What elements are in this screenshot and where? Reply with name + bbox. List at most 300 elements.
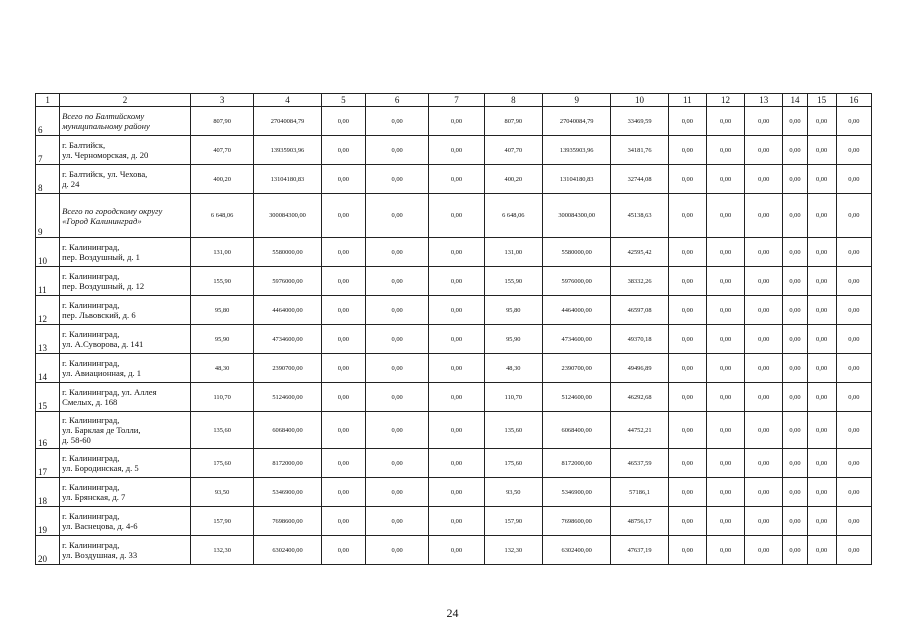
row-name: [60, 354, 191, 383]
row-name-line: г. Калининград, ул. Аллея: [62, 387, 157, 397]
table-cell: 0,00: [836, 238, 871, 267]
table-cell: 0,00: [706, 165, 744, 194]
table-cell: 0,00: [321, 136, 365, 165]
table-cell: 0,00: [429, 449, 484, 478]
table-cell: 0,00: [429, 536, 484, 565]
table-cell: 49496,89: [611, 354, 668, 383]
row-name-line: г. Калининград,: [62, 329, 120, 339]
row-number: 13: [36, 325, 60, 354]
table-cell: 0,00: [668, 238, 706, 267]
table-cell: 0,00: [668, 354, 706, 383]
table-cell: 13104180,83: [542, 165, 610, 194]
table-cell: 0,00: [745, 383, 783, 412]
table-row: [36, 536, 872, 565]
table-cell: 0,00: [706, 478, 744, 507]
table-cell: 8172000,00: [254, 449, 321, 478]
table-cell: 0,00: [783, 536, 807, 565]
table-cell: 0,00: [706, 267, 744, 296]
row-name: [60, 165, 191, 194]
table-cell: 0,00: [745, 296, 783, 325]
row-name-line: г. Калининград,: [62, 242, 120, 252]
table-cell: 42595,42: [611, 238, 668, 267]
table-cell: 0,00: [836, 107, 871, 136]
table-cell: 0,00: [783, 107, 807, 136]
table-cell: 5580000,00: [254, 238, 321, 267]
table-cell: 0,00: [706, 507, 744, 536]
row-name: [60, 478, 191, 507]
row-name-line: г. Балтийск,: [62, 140, 106, 150]
table-cell: 132,30: [190, 536, 253, 565]
table-cell: 157,90: [484, 507, 542, 536]
table-cell: 0,00: [706, 536, 744, 565]
row-name: [60, 136, 191, 165]
page-number: 24: [446, 606, 459, 620]
row-name-line: ул. Барклая де Толли,: [62, 425, 141, 435]
table-cell: 0,00: [783, 267, 807, 296]
column-header: 11: [668, 94, 706, 107]
table-cell: 33469,59: [611, 107, 668, 136]
table-cell: 0,00: [807, 412, 836, 449]
table-cell: 5976000,00: [542, 267, 610, 296]
table-cell: 0,00: [783, 194, 807, 238]
table-cell: 0,00: [365, 238, 428, 267]
table-cell: 0,00: [668, 507, 706, 536]
table-cell: 0,00: [745, 507, 783, 536]
table-cell: 0,00: [807, 449, 836, 478]
row-name-line: Всего по Балтийскому: [62, 111, 145, 121]
table-cell: 0,00: [365, 383, 428, 412]
table-cell: 0,00: [783, 507, 807, 536]
table-cell: 0,00: [745, 267, 783, 296]
table-cell: 0,00: [783, 238, 807, 267]
table-cell: 0,00: [429, 325, 484, 354]
table-row: [36, 238, 872, 267]
table-cell: 2390700,00: [542, 354, 610, 383]
table-cell: 0,00: [365, 325, 428, 354]
table-cell: 407,70: [484, 136, 542, 165]
row-name: [60, 536, 191, 565]
table-cell: 4734600,00: [542, 325, 610, 354]
row-name: [60, 107, 191, 136]
table-cell: 5124600,00: [254, 383, 321, 412]
row-name: [60, 412, 191, 449]
table-cell: 0,00: [783, 383, 807, 412]
row-number: 16: [36, 412, 60, 449]
row-number: 17: [36, 449, 60, 478]
table-cell: 0,00: [668, 412, 706, 449]
table-cell: 0,00: [365, 296, 428, 325]
row-number: 15: [36, 383, 60, 412]
row-name: [60, 325, 191, 354]
row-name: [60, 383, 191, 412]
table-cell: 807,90: [190, 107, 253, 136]
table-cell: 0,00: [321, 325, 365, 354]
table-row: [36, 296, 872, 325]
table-cell: 0,00: [836, 478, 871, 507]
table-cell: 0,00: [429, 296, 484, 325]
table-cell: 93,50: [484, 478, 542, 507]
table-cell: 0,00: [745, 136, 783, 165]
table-cell: 155,90: [190, 267, 253, 296]
row-number: 14: [36, 354, 60, 383]
table-row: [36, 107, 872, 136]
table-cell: 0,00: [429, 136, 484, 165]
table-cell: 0,00: [745, 478, 783, 507]
row-name-line: г. Калининград,: [62, 300, 120, 310]
row-number: 12: [36, 296, 60, 325]
table-cell: 0,00: [745, 354, 783, 383]
table-cell: 48,30: [484, 354, 542, 383]
table-cell: 0,00: [706, 325, 744, 354]
row-name: [60, 194, 191, 238]
table-cell: 300084300,00: [254, 194, 321, 238]
table-cell: 0,00: [807, 325, 836, 354]
table-cell: 0,00: [706, 194, 744, 238]
table-cell: 0,00: [321, 165, 365, 194]
table-cell: 0,00: [706, 354, 744, 383]
row-name-line: г. Калининград,: [62, 540, 120, 550]
table-cell: 5124600,00: [542, 383, 610, 412]
table-cell: 0,00: [745, 238, 783, 267]
table-row: [36, 165, 872, 194]
table-cell: 48756,17: [611, 507, 668, 536]
table-cell: 0,00: [365, 536, 428, 565]
table-cell: 0,00: [321, 296, 365, 325]
row-name-line: ул. А.Суворова, д. 141: [62, 339, 144, 349]
table-cell: 0,00: [365, 478, 428, 507]
row-name: [60, 507, 191, 536]
row-name-line: д. 24: [62, 179, 80, 189]
column-header: 12: [706, 94, 744, 107]
table-row: [36, 354, 872, 383]
table-cell: 0,00: [321, 267, 365, 296]
table-cell: 0,00: [836, 165, 871, 194]
table-cell: 45138,63: [611, 194, 668, 238]
table-cell: 8172000,00: [542, 449, 610, 478]
table-cell: 0,00: [321, 478, 365, 507]
table-cell: 400,20: [484, 165, 542, 194]
table-cell: 13935903,96: [254, 136, 321, 165]
table-cell: 6302400,00: [542, 536, 610, 565]
table-cell: 5346900,00: [542, 478, 610, 507]
row-number: 9: [36, 194, 60, 238]
row-name-line: ул. Воздушная, д. 33: [62, 550, 138, 560]
table-cell: 0,00: [668, 194, 706, 238]
table-cell: 0,00: [321, 449, 365, 478]
row-number: 6: [36, 107, 60, 136]
table-cell: 407,70: [190, 136, 253, 165]
table-cell: 0,00: [807, 107, 836, 136]
table-cell: 132,30: [484, 536, 542, 565]
table-cell: 95,90: [190, 325, 253, 354]
table-cell: 6 648,06: [484, 194, 542, 238]
table-cell: 46537,59: [611, 449, 668, 478]
row-name-line: г. Балтийск, ул. Чехова,: [62, 169, 148, 179]
row-name-line: г. Калининград,: [62, 358, 120, 368]
table-cell: 5976000,00: [254, 267, 321, 296]
table-cell: 0,00: [365, 165, 428, 194]
row-name-line: пер. Львовский, д. 6: [62, 310, 136, 320]
table-cell: 0,00: [706, 296, 744, 325]
table-cell: 0,00: [706, 412, 744, 449]
table-cell: 0,00: [321, 507, 365, 536]
table-cell: 0,00: [365, 449, 428, 478]
table-cell: 44752,21: [611, 412, 668, 449]
table-cell: 0,00: [429, 412, 484, 449]
row-name-line: г. Калининград,: [62, 415, 120, 425]
table-cell: 0,00: [745, 412, 783, 449]
row-name-line: ул. Черноморская, д. 20: [62, 150, 149, 160]
row-name-line: г. Калининград,: [62, 453, 120, 463]
row-name-line: пер. Воздушный, д. 1: [62, 252, 140, 262]
table-cell: 95,80: [190, 296, 253, 325]
table-cell: 175,60: [484, 449, 542, 478]
row-name: [60, 296, 191, 325]
data-table: [35, 93, 872, 565]
table-row: [36, 412, 872, 449]
table-cell: 0,00: [783, 296, 807, 325]
table-cell: 155,90: [484, 267, 542, 296]
table-cell: 0,00: [807, 354, 836, 383]
table-cell: 0,00: [783, 412, 807, 449]
table-cell: 0,00: [836, 267, 871, 296]
row-name-line: Смелых, д. 168: [62, 397, 118, 407]
table-cell: 0,00: [745, 449, 783, 478]
table-cell: 0,00: [429, 194, 484, 238]
table-cell: 0,00: [321, 354, 365, 383]
table-cell: 38332,26: [611, 267, 668, 296]
table-cell: 0,00: [429, 507, 484, 536]
table-cell: 93,50: [190, 478, 253, 507]
table-cell: 0,00: [365, 267, 428, 296]
table-cell: 0,00: [429, 238, 484, 267]
table-cell: 0,00: [836, 412, 871, 449]
table-cell: 0,00: [836, 325, 871, 354]
table-row: [36, 478, 872, 507]
table-cell: 7698600,00: [254, 507, 321, 536]
table-cell: 0,00: [807, 238, 836, 267]
table-cell: 0,00: [783, 136, 807, 165]
table-cell: 807,90: [484, 107, 542, 136]
table-cell: 0,00: [836, 136, 871, 165]
table-cell: 6068400,00: [254, 412, 321, 449]
table-cell: 0,00: [321, 536, 365, 565]
table-cell: 0,00: [321, 194, 365, 238]
row-number: 11: [36, 267, 60, 296]
row-number: 20: [36, 536, 60, 565]
column-header: 2: [60, 94, 191, 107]
table-cell: 0,00: [706, 238, 744, 267]
table-row: [36, 507, 872, 536]
table-cell: 0,00: [807, 383, 836, 412]
table-cell: 0,00: [706, 449, 744, 478]
table-cell: 400,20: [190, 165, 253, 194]
column-header: 13: [745, 94, 783, 107]
table-row: [36, 267, 872, 296]
table-cell: 110,70: [484, 383, 542, 412]
table-cell: 57186,1: [611, 478, 668, 507]
table-cell: 0,00: [706, 136, 744, 165]
table-cell: 0,00: [429, 267, 484, 296]
table-cell: 0,00: [836, 449, 871, 478]
row-number: 8: [36, 165, 60, 194]
table-cell: 95,90: [484, 325, 542, 354]
table-cell: 4734600,00: [254, 325, 321, 354]
table-cell: 0,00: [668, 136, 706, 165]
table-cell: 34181,76: [611, 136, 668, 165]
table-cell: 48,30: [190, 354, 253, 383]
column-header: 14: [783, 94, 807, 107]
column-header: 9: [542, 94, 610, 107]
table-row: [36, 383, 872, 412]
table-cell: 0,00: [807, 507, 836, 536]
table-row: [36, 136, 872, 165]
table-cell: 175,60: [190, 449, 253, 478]
table-cell: 0,00: [783, 354, 807, 383]
row-name-line: г. Калининград,: [62, 271, 120, 281]
table-cell: 46292,68: [611, 383, 668, 412]
row-name-line: ул. Авиационная, д. 1: [62, 368, 142, 378]
row-name-line: ул. Брянская, д. 7: [62, 492, 126, 502]
table-cell: 135,60: [484, 412, 542, 449]
row-number: 19: [36, 507, 60, 536]
column-header: 4: [254, 94, 321, 107]
table-cell: 0,00: [706, 107, 744, 136]
table-cell: 0,00: [706, 383, 744, 412]
column-header: 15: [807, 94, 836, 107]
table-cell: 0,00: [745, 165, 783, 194]
table-cell: 0,00: [668, 449, 706, 478]
row-name-line: ул. Бородинская, д. 5: [62, 463, 139, 473]
table-cell: 4464000,00: [254, 296, 321, 325]
table-cell: 0,00: [365, 507, 428, 536]
table-cell: 6 648,06: [190, 194, 253, 238]
table-cell: 0,00: [321, 412, 365, 449]
row-name-line: г. Калининград,: [62, 511, 120, 521]
column-header: 10: [611, 94, 668, 107]
table-cell: 0,00: [429, 354, 484, 383]
table-cell: 0,00: [783, 449, 807, 478]
table-cell: 0,00: [668, 296, 706, 325]
table-cell: 0,00: [365, 412, 428, 449]
table-row: [36, 325, 872, 354]
table-cell: 27040084,79: [542, 107, 610, 136]
table-cell: 0,00: [836, 296, 871, 325]
table-cell: 46597,08: [611, 296, 668, 325]
table-cell: 13935903,96: [542, 136, 610, 165]
table-cell: 0,00: [429, 478, 484, 507]
table-cell: 0,00: [745, 325, 783, 354]
row-number: 10: [36, 238, 60, 267]
column-header: 5: [321, 94, 365, 107]
table-cell: 0,00: [745, 107, 783, 136]
table-cell: 6068400,00: [542, 412, 610, 449]
table-cell: 0,00: [321, 107, 365, 136]
table-cell: 6302400,00: [254, 536, 321, 565]
table-cell: 157,90: [190, 507, 253, 536]
row-name: [60, 267, 191, 296]
row-name-line: пер. Воздушный, д. 12: [62, 281, 145, 291]
table-cell: 0,00: [807, 165, 836, 194]
table-cell: 47637,19: [611, 536, 668, 565]
row-name: [60, 449, 191, 478]
table-cell: 0,00: [836, 536, 871, 565]
table-cell: 0,00: [365, 136, 428, 165]
table-cell: 0,00: [668, 383, 706, 412]
table-cell: 0,00: [668, 325, 706, 354]
column-header: 6: [365, 94, 428, 107]
row-name-line: ул. Васнецова, д. 4-6: [62, 521, 138, 531]
row-name-line: муниципальному району: [62, 121, 150, 131]
table-cell: 32744,08: [611, 165, 668, 194]
table-cell: 0,00: [668, 536, 706, 565]
table-cell: 49370,18: [611, 325, 668, 354]
row-name-line: «Город Калининград»: [62, 215, 142, 226]
table-cell: 7698600,00: [542, 507, 610, 536]
table-cell: 0,00: [321, 238, 365, 267]
table-cell: 0,00: [745, 536, 783, 565]
table-cell: 0,00: [836, 354, 871, 383]
table-cell: 0,00: [783, 165, 807, 194]
table-cell: 0,00: [429, 383, 484, 412]
row-number: 7: [36, 136, 60, 165]
row-number: 18: [36, 478, 60, 507]
table-row: [36, 194, 872, 238]
table-cell: 0,00: [365, 354, 428, 383]
table-cell: 131,00: [190, 238, 253, 267]
table-cell: 2390700,00: [254, 354, 321, 383]
table-cell: 0,00: [783, 478, 807, 507]
row-name-line: д. 58-60: [62, 435, 91, 445]
table-cell: 0,00: [807, 267, 836, 296]
table-cell: 0,00: [365, 107, 428, 136]
table-cell: 0,00: [836, 383, 871, 412]
table-cell: 0,00: [807, 136, 836, 165]
table-cell: 5346900,00: [254, 478, 321, 507]
column-header: 8: [484, 94, 542, 107]
table-row: [36, 449, 872, 478]
row-name: [60, 238, 191, 267]
column-header: 7: [429, 94, 484, 107]
table-cell: 0,00: [365, 194, 428, 238]
column-header-row: [36, 94, 872, 107]
table-cell: 5580000,00: [542, 238, 610, 267]
table-cell: 135,60: [190, 412, 253, 449]
table-cell: 0,00: [836, 194, 871, 238]
row-name-line: г. Калининград,: [62, 482, 120, 492]
table-cell: 0,00: [429, 107, 484, 136]
table-cell: 13104180,83: [254, 165, 321, 194]
table-cell: 0,00: [668, 107, 706, 136]
table-cell: 0,00: [321, 383, 365, 412]
column-header: 3: [190, 94, 253, 107]
table-cell: 0,00: [807, 478, 836, 507]
table-body: [36, 94, 872, 565]
table-cell: 95,80: [484, 296, 542, 325]
column-header: 16: [836, 94, 871, 107]
column-header: 1: [36, 94, 60, 107]
table-cell: 0,00: [668, 267, 706, 296]
table-cell: 0,00: [807, 296, 836, 325]
table-cell: 0,00: [745, 194, 783, 238]
row-name-line: Всего по городскому округу: [62, 205, 163, 216]
table-cell: 110,70: [190, 383, 253, 412]
table-cell: 0,00: [668, 165, 706, 194]
table-cell: 0,00: [429, 165, 484, 194]
table-cell: 0,00: [668, 478, 706, 507]
table-cell: 300084300,00: [542, 194, 610, 238]
table-cell: 4464000,00: [542, 296, 610, 325]
